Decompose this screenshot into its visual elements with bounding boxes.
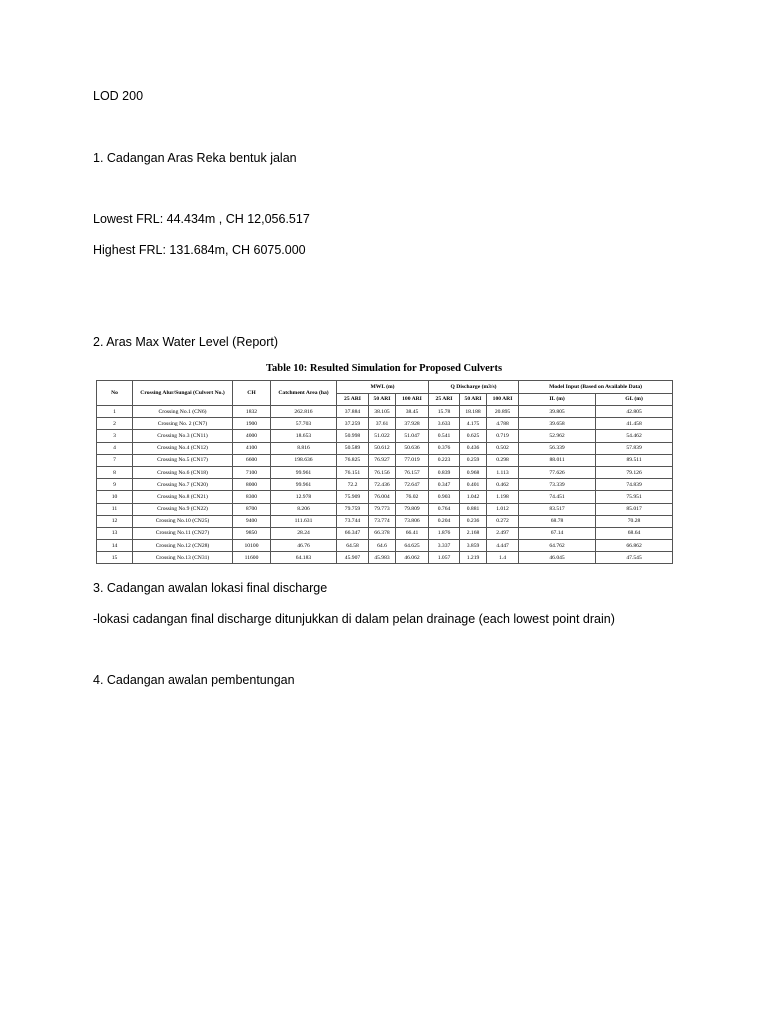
table-row <box>97 515 673 527</box>
table-cell: 99.961 <box>271 466 337 478</box>
table-cell: 89.511 <box>596 454 673 466</box>
table-cell: 76.927 <box>369 454 396 466</box>
section-3-heading: 3. Cadangan awalan lokasi final discharge <box>93 581 328 595</box>
table-cell: 15.78 <box>429 406 460 418</box>
table-row <box>97 540 673 552</box>
table-cell: 83.517 <box>519 503 596 515</box>
table-cell: Crossing No.4 (CN12) <box>133 442 233 454</box>
table-cell: Crossing No.8 (CN21) <box>133 491 233 503</box>
table-cell: 8000 <box>233 479 271 491</box>
table-cell: 0.436 <box>460 442 487 454</box>
table-cell: 0.541 <box>429 430 460 442</box>
table-cell: 15 <box>97 552 133 564</box>
table-cell: 11 <box>97 503 133 515</box>
table-cell: 7100 <box>233 466 271 478</box>
header-mwl-50ari: 50 ARI <box>369 393 396 406</box>
header-catchment: Catchment Area (ha) <box>271 381 337 406</box>
table-cell: 72.436 <box>369 479 396 491</box>
table-cell: 67.14 <box>519 527 596 539</box>
table-cell: Crossing No. 2 (CN7) <box>133 418 233 430</box>
table-row <box>97 552 673 564</box>
table-cell: 39.805 <box>519 406 596 418</box>
table-cell: 77.019 <box>396 454 429 466</box>
table-cell: 0.502 <box>487 442 519 454</box>
table-row <box>97 418 673 430</box>
table-cell: 79.126 <box>596 466 673 478</box>
table-cell: 75.909 <box>337 491 369 503</box>
table-cell: 14 <box>97 540 133 552</box>
table-cell: 68.78 <box>519 515 596 527</box>
table-cell: 13 <box>97 527 133 539</box>
table-body <box>97 406 673 564</box>
table-cell: 56.339 <box>519 442 596 454</box>
table-cell: 52.962 <box>519 430 596 442</box>
table-cell: 28.24 <box>271 527 337 539</box>
table-cell: 8700 <box>233 503 271 515</box>
table-cell: 50.998 <box>337 430 369 442</box>
table-cell: 0.204 <box>429 515 460 527</box>
table-cell: 18.188 <box>460 406 487 418</box>
table-cell: 38.105 <box>369 406 396 418</box>
table-cell: 46.045 <box>519 552 596 564</box>
table-cell: 0.401 <box>460 479 487 491</box>
table-cell: 0.259 <box>460 454 487 466</box>
header-gl: GL (m) <box>596 393 673 406</box>
table-cell: 0.272 <box>487 515 519 527</box>
table-cell: Crossing No.9 (CN22) <box>133 503 233 515</box>
table-cell: 198.636 <box>271 454 337 466</box>
table-cell: 76.825 <box>337 454 369 466</box>
table-cell: 18.653 <box>271 430 337 442</box>
table-cell: 76.004 <box>369 491 396 503</box>
table-cell: Crossing No.7 (CN20) <box>133 479 233 491</box>
table-cell: 73.339 <box>519 479 596 491</box>
table-cell: 3.633 <box>429 418 460 430</box>
table-cell: 37.259 <box>337 418 369 430</box>
table-cell: 72.2 <box>337 479 369 491</box>
table-cell: 0.347 <box>429 479 460 491</box>
section-3-note: -lokasi cadangan final discharge ditunjukkan di dalam pelan drainage (each lowest point drain) <box>93 612 615 626</box>
header-q-25ari: 25 ARI <box>429 393 460 406</box>
table-row <box>97 430 673 442</box>
table-cell: Crossing No.10 (CN25) <box>133 515 233 527</box>
table-row <box>97 491 673 503</box>
table-cell: 74.451 <box>519 491 596 503</box>
header-q-100ari: 100 ARI <box>487 393 519 406</box>
table-cell: 1.057 <box>429 552 460 564</box>
table-cell: 1 <box>97 406 133 418</box>
table-cell: 46.76 <box>271 540 337 552</box>
table-cell: 0.462 <box>487 479 519 491</box>
table-cell: Crossing No.5 (CN17) <box>133 454 233 466</box>
table-cell: 6600 <box>233 454 271 466</box>
table-cell: 8300 <box>233 491 271 503</box>
table-cell: 3.337 <box>429 540 460 552</box>
table-cell: 88.011 <box>519 454 596 466</box>
table-cell: 7 <box>97 454 133 466</box>
header-q-50ari: 50 ARI <box>460 393 487 406</box>
table-cell: 66.347 <box>337 527 369 539</box>
table-cell: 1832 <box>233 406 271 418</box>
table-cell: 68.64 <box>596 527 673 539</box>
table-cell: 0.223 <box>429 454 460 466</box>
table-cell: 76.02 <box>396 491 429 503</box>
section-4-heading: 4. Cadangan awalan pembentungan <box>93 673 295 687</box>
table-cell: 8 <box>97 466 133 478</box>
lowest-frl-text: Lowest FRL: 44.434m , CH 12,056.517 <box>93 212 310 226</box>
table-cell: 50.636 <box>396 442 429 454</box>
table-cell: 70.28 <box>596 515 673 527</box>
table-cell: 9 <box>97 479 133 491</box>
table-cell: 4100 <box>233 442 271 454</box>
table-cell: 73.774 <box>369 515 396 527</box>
header-il: IL (m) <box>519 393 596 406</box>
table-row <box>97 527 673 539</box>
table-cell: 4 <box>97 442 133 454</box>
table-cell: 8.206 <box>271 503 337 515</box>
table-cell: 37.884 <box>337 406 369 418</box>
table-row <box>97 466 673 478</box>
table-cell: Crossing No.6 (CN18) <box>133 466 233 478</box>
table-cell: 47.545 <box>596 552 673 564</box>
table-cell: 3 <box>97 430 133 442</box>
table-cell: 37.928 <box>396 418 429 430</box>
table-cell: 11600 <box>233 552 271 564</box>
table-cell: 72.647 <box>396 479 429 491</box>
table-cell: 4.175 <box>460 418 487 430</box>
table-cell: 74.839 <box>596 479 673 491</box>
table-cell: 0.236 <box>460 515 487 527</box>
header-ch: CH <box>233 381 271 406</box>
table-cell: 262.816 <box>271 406 337 418</box>
table-row <box>97 479 673 491</box>
table-row <box>97 454 673 466</box>
table-cell: Crossing No.3 (CN11) <box>133 430 233 442</box>
table-cell: 41.458 <box>596 418 673 430</box>
table-cell: 4.447 <box>487 540 519 552</box>
table-cell: 73.806 <box>396 515 429 527</box>
table-cell: 0.968 <box>460 466 487 478</box>
table-cell: 39.658 <box>519 418 596 430</box>
table-cell: 64.762 <box>519 540 596 552</box>
table-cell: 38.45 <box>396 406 429 418</box>
table-cell: 9850 <box>233 527 271 539</box>
table-cell: 46.062 <box>396 552 429 564</box>
table-cell: 51.047 <box>396 430 429 442</box>
table-cell: 64.183 <box>271 552 337 564</box>
table-cell: 75.951 <box>596 491 673 503</box>
simulation-table <box>96 380 673 564</box>
lod-title: LOD 200 <box>93 89 144 103</box>
table-cell: 85.017 <box>596 503 673 515</box>
table-cell: 64.6 <box>369 540 396 552</box>
table-cell: 79.809 <box>396 503 429 515</box>
table-cell: Crossing No.12 (CN28) <box>133 540 233 552</box>
table-cell: Crossing No.1 (CN6) <box>133 406 233 418</box>
table-cell: 1.198 <box>487 491 519 503</box>
table-cell: 0.881 <box>460 503 487 515</box>
table-cell: 37.61 <box>369 418 396 430</box>
table-cell: 45.907 <box>337 552 369 564</box>
table-cell: 20.895 <box>487 406 519 418</box>
table-cell: 3.859 <box>460 540 487 552</box>
table-cell: 2.497 <box>487 527 519 539</box>
highest-frl-text: Highest FRL: 131.684m, CH 6075.000 <box>93 243 306 257</box>
table-cell: 57.839 <box>596 442 673 454</box>
section-1-heading: 1. Cadangan Aras Reka bentuk jalan <box>93 151 297 165</box>
table-cell: 12 <box>97 515 133 527</box>
table-cell: 66.862 <box>596 540 673 552</box>
table-row <box>97 503 673 515</box>
header-model-input: Model Input (Based on Available Data) <box>519 381 673 394</box>
table-cell: 2.168 <box>460 527 487 539</box>
table-cell: 99.961 <box>271 479 337 491</box>
table-cell: 0.625 <box>460 430 487 442</box>
table-cell: 9400 <box>233 515 271 527</box>
table-cell: 66.378 <box>369 527 396 539</box>
table-cell: 54.462 <box>596 430 673 442</box>
table-cell: 0.376 <box>429 442 460 454</box>
header-crossing: Crossing Alur/Sungai (Culvert No.) <box>133 381 233 406</box>
table-cell: 0.764 <box>429 503 460 515</box>
table-title: Table 10: Resulted Simulation for Proposed Culverts <box>265 363 503 374</box>
simulation-table-container <box>96 380 672 564</box>
table-cell: 1.219 <box>460 552 487 564</box>
table-cell: 2 <box>97 418 133 430</box>
header-no: No <box>97 381 133 406</box>
table-cell: 50.589 <box>337 442 369 454</box>
table-cell: 1.042 <box>460 491 487 503</box>
table-cell: Crossing No.13 (CN31) <box>133 552 233 564</box>
table-cell: 0.719 <box>487 430 519 442</box>
table-cell: 8.816 <box>271 442 337 454</box>
table-cell: 45.983 <box>369 552 396 564</box>
table-cell: 42.805 <box>596 406 673 418</box>
table-cell: 79.759 <box>337 503 369 515</box>
table-cell: 1.876 <box>429 527 460 539</box>
table-cell: 73.744 <box>337 515 369 527</box>
table-cell: 66.41 <box>396 527 429 539</box>
table-cell: 79.773 <box>369 503 396 515</box>
table-cell: 12.978 <box>271 491 337 503</box>
header-mwl-25ari: 25 ARI <box>337 393 369 406</box>
section-2-heading: 2. Aras Max Water Level (Report) <box>93 335 279 349</box>
table-cell: 50.612 <box>369 442 396 454</box>
table-cell: 0.298 <box>487 454 519 466</box>
table-cell: 4.788 <box>487 418 519 430</box>
table-cell: 76.157 <box>396 466 429 478</box>
table-cell: 77.626 <box>519 466 596 478</box>
table-cell: 1900 <box>233 418 271 430</box>
header-q-discharge: Q Discharge (m3/s) <box>429 381 519 394</box>
table-cell: 0.903 <box>429 491 460 503</box>
table-cell: 64.625 <box>396 540 429 552</box>
table-cell: 76.151 <box>337 466 369 478</box>
table-cell: 0.839 <box>429 466 460 478</box>
table-cell: 51.022 <box>369 430 396 442</box>
table-cell: Crossing No.11 (CN27) <box>133 527 233 539</box>
table-cell: 1.113 <box>487 466 519 478</box>
table-cell: 10 <box>97 491 133 503</box>
table-cell: 57.703 <box>271 418 337 430</box>
header-mwl: MWL (m) <box>337 381 429 394</box>
table-row <box>97 406 673 418</box>
table-row <box>97 442 673 454</box>
table-cell: 76.156 <box>369 466 396 478</box>
table-cell: 1.012 <box>487 503 519 515</box>
table-cell: 4000 <box>233 430 271 442</box>
header-mwl-100ari: 100 ARI <box>396 393 429 406</box>
table-cell: 64.58 <box>337 540 369 552</box>
table-cell: 10100 <box>233 540 271 552</box>
table-cell: 111.631 <box>271 515 337 527</box>
table-cell: 1.4 <box>487 552 519 564</box>
